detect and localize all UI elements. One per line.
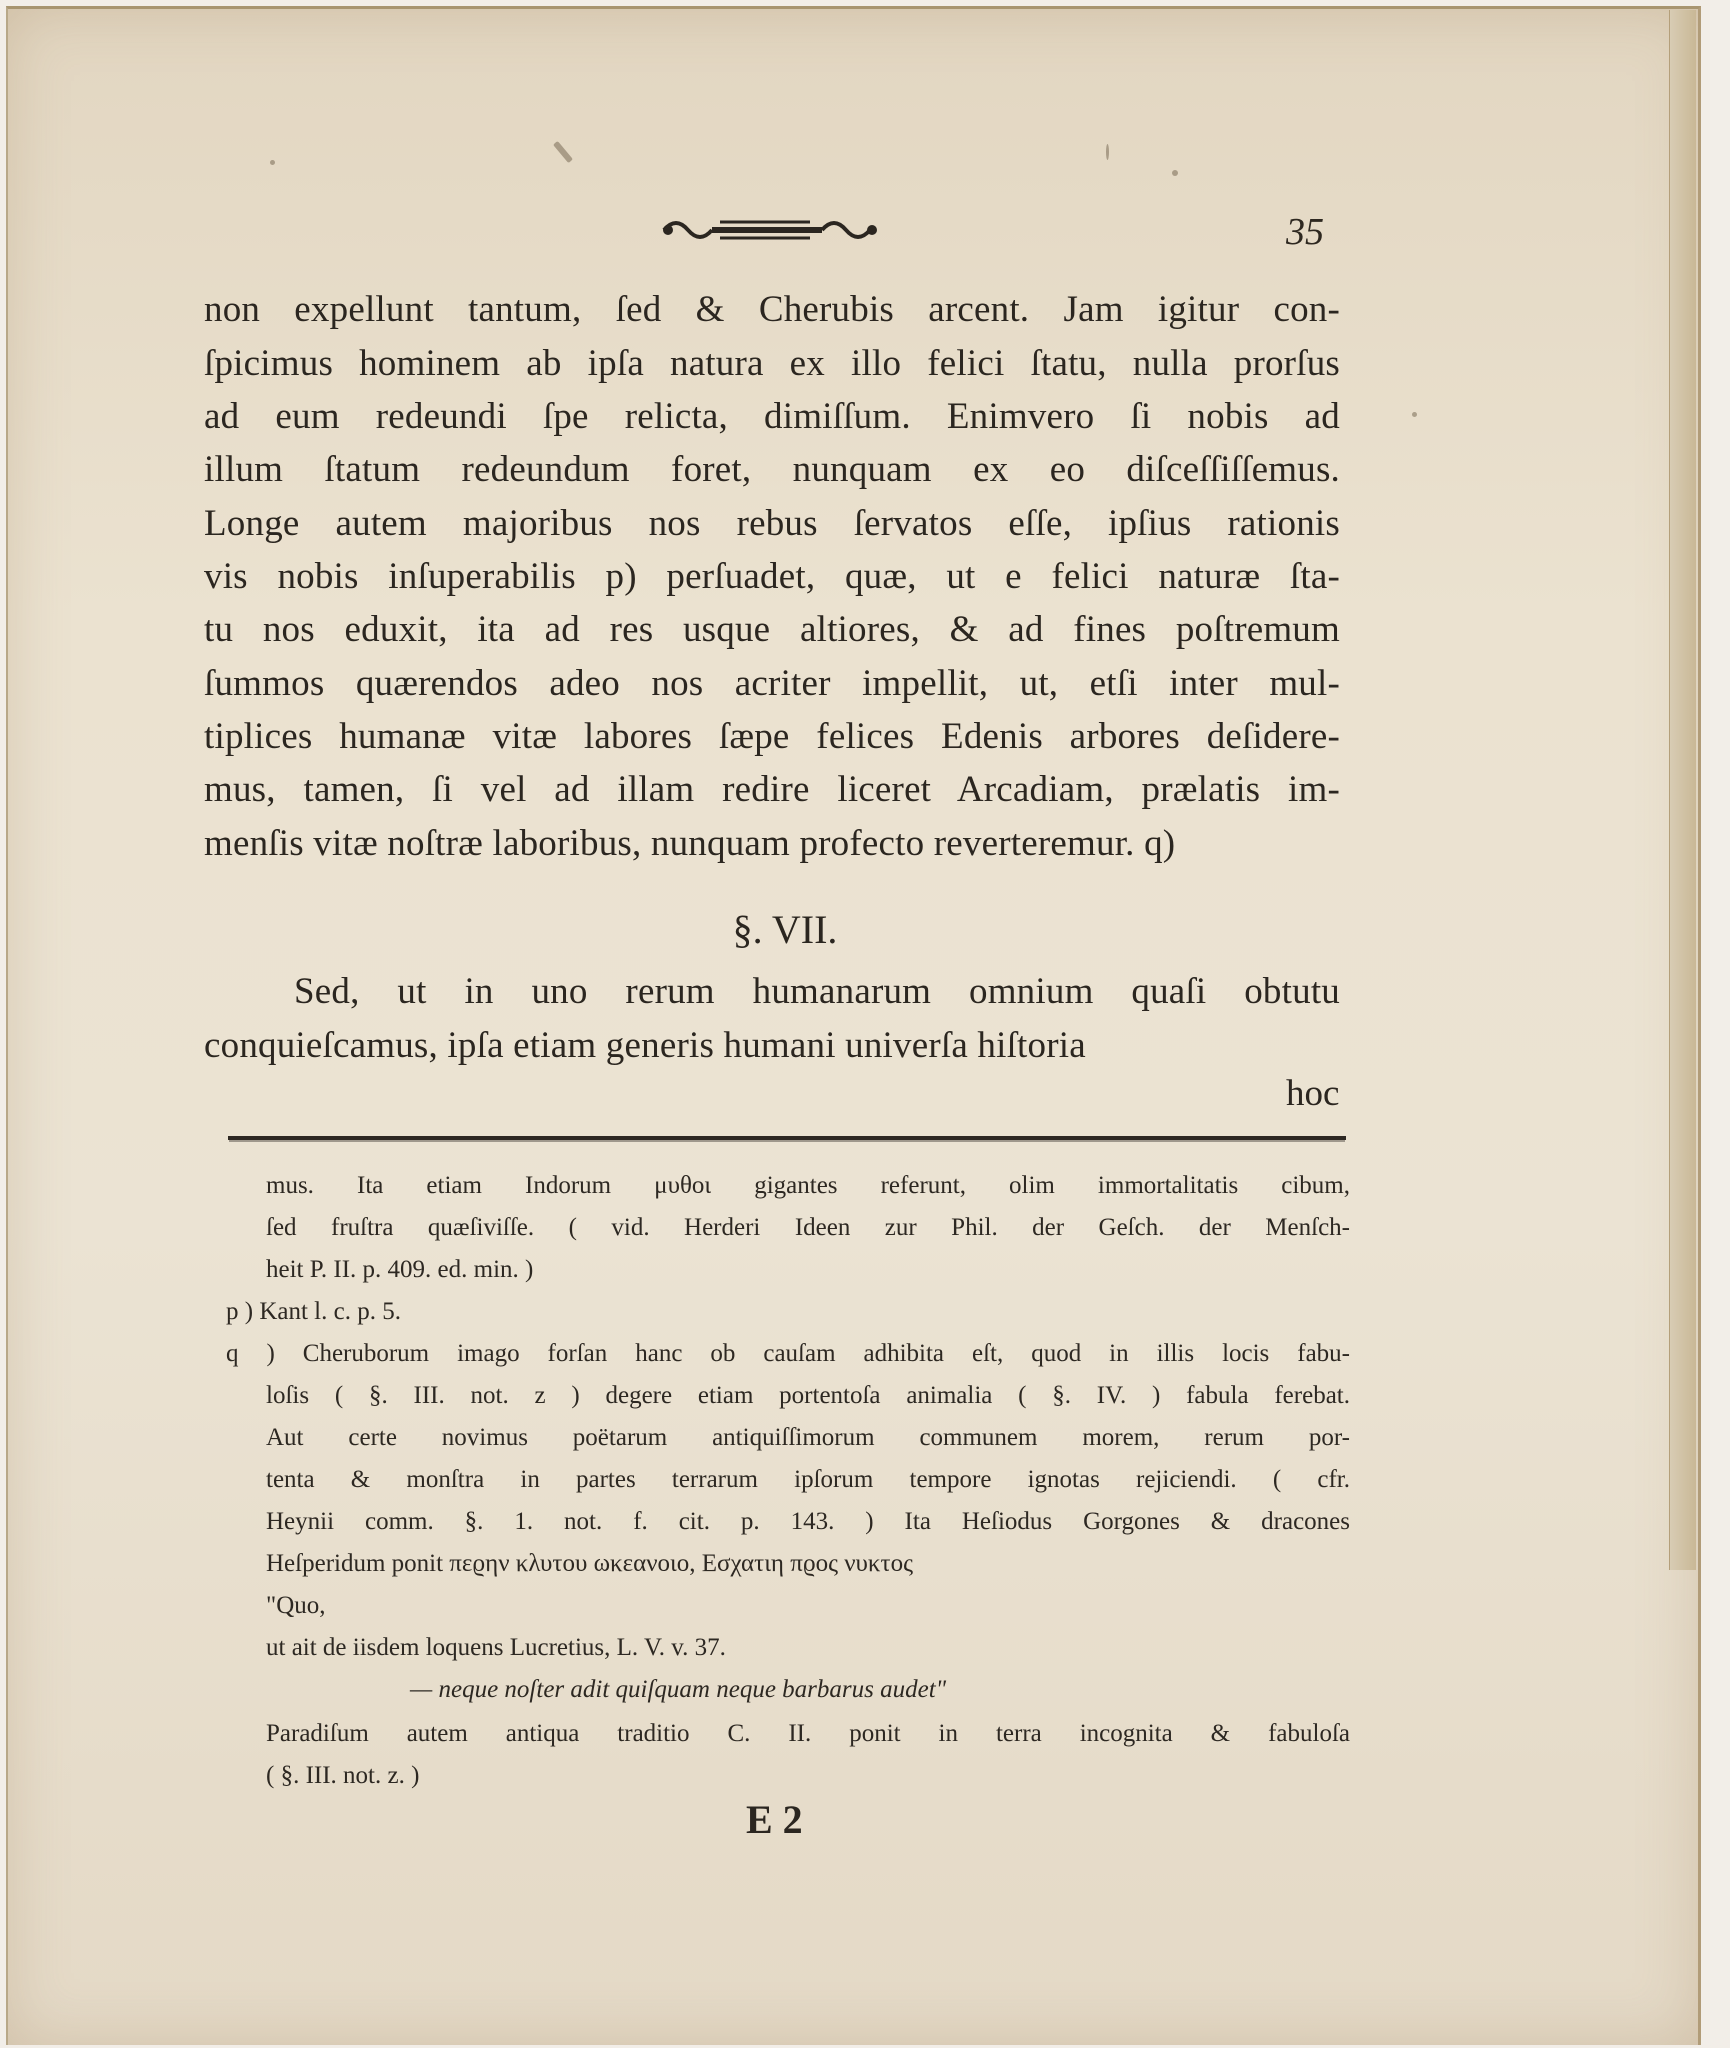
- footnote-line: ut ait de iisdem loquens Lucretius, L. V. v. 37.: [266, 1634, 726, 1661]
- footnote-line: p ) Kant l. c. p. 5.: [226, 1298, 401, 1325]
- page-edge-shadow: [1669, 10, 1696, 1570]
- footnote-line: mus. Ita etiam Indorum μυθοι gigantes referunt, olim immortalitatis cibum,: [266, 1172, 1350, 1199]
- catchword: hoc: [1286, 1073, 1340, 1114]
- paper-speck: [270, 160, 275, 165]
- body-line: conquieſcamus, ipſa etiam generis humani univerſa hiſtoria: [204, 1025, 1086, 1066]
- footnote-line: "Quo,: [266, 1592, 326, 1619]
- body-line: ad eum redeundi ſpe relicta, dimiſſum. Enimvero ſi nobis ad: [204, 396, 1340, 437]
- footnote-line: ſed fruſtra quæſiviſſe. ( vid. Herderi Ideen zur Phil. der Geſch. der Menſch-: [266, 1214, 1350, 1241]
- ornament-icon: [660, 208, 880, 252]
- body-line: tiplices humanæ vitæ labores ſæpe felices Edenis arbores deſidere-: [204, 716, 1340, 757]
- page-number: 35: [1286, 211, 1324, 253]
- body-line: tu nos eduxit, ita ad res usque altiores, & ad fines poſtremum: [204, 609, 1340, 650]
- footnote-line: heit P. II. p. 409. ed. min. ): [266, 1256, 534, 1283]
- paper-speck: [1412, 412, 1417, 417]
- body-line: non expellunt tantum, ſed & Cherubis arcent. Jam igitur con-: [204, 289, 1340, 330]
- body-line: Sed, ut in uno rerum humanarum omnium quaſi obtutu: [294, 971, 1340, 1012]
- body-line: menſis vitæ noſtræ laboribus, nunquam profecto reverteremur. q): [204, 823, 1176, 864]
- footnote-line: Heſperidum ponit πεϱην κλυτου ωκεανοιο, Εσχατιη πϱος νυκτος: [266, 1550, 913, 1577]
- body-line: Longe autem majoribus nos rebus ſervatos eſſe, ipſius rationis: [204, 503, 1340, 544]
- footnote-quote: — neque noſter adit quiſquam neque barbarus audet": [410, 1676, 947, 1703]
- footnote-line: tenta & monſtra in partes terrarum ipſorum tempore ignotas rejiciendi. ( cfr.: [266, 1466, 1350, 1493]
- footnote-rule: [228, 1136, 1346, 1140]
- footnote-line: Aut certe novimus poëtarum antiquiſſimorum communem morem, rerum por-: [266, 1424, 1350, 1451]
- body-line: vis nobis inſuperabilis p) perſuadet, quæ, ut e felici naturæ ſta-: [204, 556, 1340, 597]
- footnote-line: ( §. III. not. z. ): [266, 1762, 420, 1789]
- section-heading: §. VII.: [732, 907, 838, 952]
- footnote-line: Heynii comm. §. 1. not. f. cit. p. 143. ) Ita Heſiodus Gorgones & dracones: [266, 1508, 1350, 1535]
- footnote-line: Paradiſum autem antiqua traditio C. II. ponit in terra incognita & fabuloſa: [266, 1720, 1350, 1747]
- paper-speck: [1106, 144, 1109, 160]
- body-line: mus, tamen, ſi vel ad illam redire liceret Arcadiam, prælatis im-: [204, 769, 1340, 810]
- body-line: illum ſtatum redeundum foret, nunquam ex eo diſceſſiſſemus.: [204, 449, 1340, 490]
- body-line: ſpicimus hominem ab ipſa natura ex illo felici ſtatu, nulla prorſus: [204, 343, 1340, 384]
- signature-mark: E 2: [746, 1797, 803, 1842]
- footnote-line: loſis ( §. III. not. z ) degere etiam portentoſa animalia ( §. IV. ) fabula ferebat.: [266, 1382, 1350, 1409]
- paper-speck: [1172, 170, 1178, 176]
- footnote-line: q ) Cheruborum imago forſan hanc ob cauſam adhibita eſt, quod in illis locis fabu-: [226, 1340, 1350, 1367]
- body-line: ſummos quærendos adeo nos acriter impellit, ut, etſi inter mul-: [204, 663, 1340, 704]
